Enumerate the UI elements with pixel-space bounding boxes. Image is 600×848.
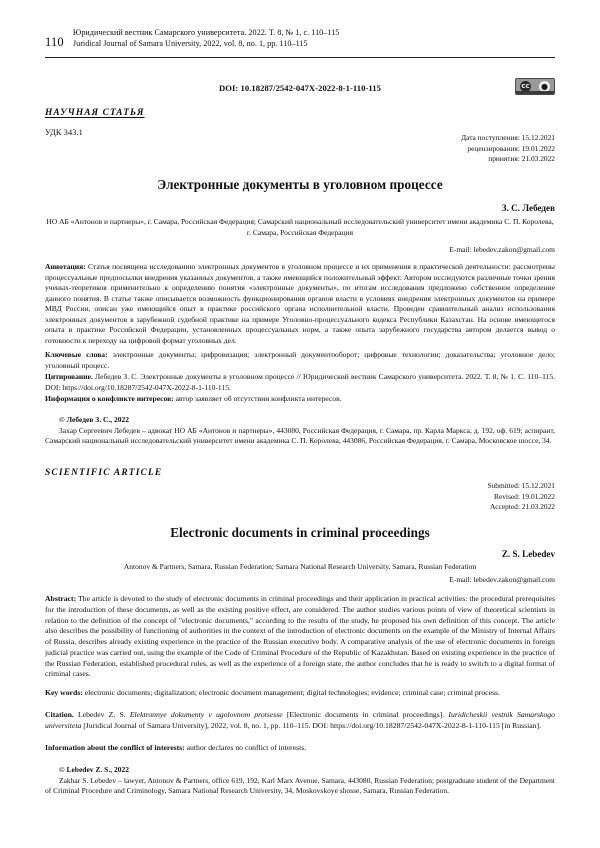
keywords-text-en: electronic documents; digitalization; electronic document management; digital technologies; evidence; criminal case; criminal process. xyxy=(82,688,500,697)
conflict-en xyxy=(45,743,555,754)
citation-en xyxy=(45,710,555,732)
date-revised-en: Revised: 19.01.2022 xyxy=(494,491,555,501)
abstract-ru xyxy=(45,262,555,347)
keywords-text-ru: электронные документы; цифровизация; электронный документооборот; цифровые технологии; доказательства; уголовное дело; уголовный процесс. xyxy=(45,350,555,370)
keywords-label-ru: Ключевые слова: xyxy=(45,350,108,359)
citation-pre-en: Lebedev Z. S. xyxy=(73,710,130,719)
copyright-block-ru xyxy=(45,415,555,447)
affiliation-ru: НО АБ «Антонов и партнеры», г. Самара, Российская Федерация; Самарский национальный исследовательский университет имени академика С. П. Королева, г. Самара, Российская Федерация xyxy=(46,217,554,237)
article-title-ru: Электронные документы в уголовном процессе xyxy=(157,177,443,192)
dates-ru xyxy=(45,133,555,165)
conflict-label-en: Information about the conflict of interests: xyxy=(45,743,185,752)
page-number: 110 xyxy=(45,34,64,49)
citation-mid-en: [Electronic documents in criminal proceedings]. xyxy=(282,710,449,719)
abstract-text-ru: Статья посвящена исследованию электронных документов в уголовном процессе и их применения в практической деятельности: рассмотрены процессуальные предпосылки внедрения указанных документов, а также имеющийся положительный эффект. Автором исследуются различные точки зрения ученых-теоретиков применительно к определению понятия «электронные документы», по итогам исследования предложено собственное определение данного понятия. В статье также описывается возможность функционирования органов власти в условиях внедрения электронных документов на примере МВД России, описан уже имеющийся опыт в практике российского органа исполнительной власти. Проведен сравнительный анализ использования электронных документов в зарубежной судебной практике на примере Уголовно-процессуального кодекса Республики Казахстан. На основе имеющегося опыта в практике Российской Федерации, установленных процессуальных норм, а также опыта зарубежного государства автором делается вывод о готовности к переходу на цифровой формат уголовных дел. xyxy=(45,262,555,345)
copyright-line-ru: © Лебедев З. С., 2022 xyxy=(59,415,130,424)
date-accepted-en: Accepted: 21.03.2022 xyxy=(489,502,555,512)
abstract-en xyxy=(45,594,555,680)
running-head xyxy=(45,28,555,50)
conflict-ru xyxy=(45,394,555,405)
citation-post-en: [Juridical Journal of Samara University], 2022, vol. 8, no. 1, pp. 110–115. DOI: https://doi.org/10.18287/2542-047X-2022-8-1-110-115 [in Russian]. xyxy=(81,720,541,730)
cc-badge-strip xyxy=(516,91,554,94)
citation-label-ru: Цитирование. xyxy=(45,372,93,381)
creative-commons-license-icon xyxy=(515,78,555,95)
copyright-line-en: © Lebedev Z. S., 2022 xyxy=(59,765,129,774)
section-kicker-ru: НАУЧНАЯ СТАТЬЯ xyxy=(45,108,145,118)
journal-reference-ru: Юридический вестник Самарского университета. 2022. Т. 8, № 1, с. 110–115 xyxy=(72,28,340,37)
udc-code: УДК 343.1 xyxy=(45,128,83,137)
affiliation-en: Antonov & Partners, Samara, Russian Federation; Samara National Research University, Samara, Russian Federation xyxy=(123,562,477,571)
dates-en xyxy=(45,481,555,513)
date-submitted-ru: Дата поступления: 15.12.2021 xyxy=(461,133,555,142)
citation-text-ru: Лебедев З. С. Электронные документы в уголовном процессе // Юридический вестник Самарского университета. 2022. Т. 8, № 1. С. 110–115. DOI: https://doi.org/10.18287/2542-047X-2022-8-1-110-115. xyxy=(45,372,555,392)
doi-row xyxy=(45,82,555,104)
abstract-label-ru: Аннотация: xyxy=(45,262,86,271)
date-submitted-en: Submitted: 15.12.2021 xyxy=(487,481,555,490)
cc-circle-icon: cc xyxy=(521,82,530,90)
author-email-en: E-mail: lebedev.zakon@gmail.com xyxy=(449,575,555,584)
doi-text: DOI: 10.18287/2542-047X-2022-8-1-110-115 xyxy=(219,83,381,93)
citation-journal-transliterated-en: Iuridicheskii vestnik Samarskogo universiteta xyxy=(45,710,555,730)
header-divider xyxy=(45,57,555,58)
date-revised-ru: рецензирования: 19.01.2022 xyxy=(467,143,555,153)
abstract-label-en: Abstract: xyxy=(45,594,77,603)
citation-ru xyxy=(45,372,555,393)
conflict-text-ru: автор заявляет об отсутствии конфликта интересов. xyxy=(173,394,342,403)
citation-label-en: Citation. xyxy=(45,710,74,719)
keywords-label-en: Key words: xyxy=(45,688,83,697)
journal-reference xyxy=(73,28,555,50)
citation-title-transliterated-en: Elektronnye dokumenty v ugolovnom protsesse xyxy=(129,710,283,719)
author-name-ru: З. С. Лебедев xyxy=(501,203,555,213)
journal-reference-en: Juridical Journal of Samara University, 2022, vol. 8, no. 1, pp. 110–115 xyxy=(72,38,308,48)
keywords-ru xyxy=(45,350,555,371)
date-accepted-ru: принятия: 21.03.2022 xyxy=(488,154,555,164)
abstract-text-en: The article is devoted to the study of electronic documents in criminal proceedings and their application in practical activities: the procedural prerequisites for the introduction of these documents, as well as the existing positive effect, are considered. The author studies various points of view of theoretical scientists in relation to the definition of the concept of "electronic documents," according to the results of the study, he proposed his own definition of this concept. The article also describes the possibility of functioning of authorities in the context of the introduction of electronic documents on the example of the Ministry of Internal Affairs of Russia, describes already existing experience in the practice of the Russian executive body. A comparative analysis of the use of electronic documents in foreign judicial practice was carried out, using the example of the Code of Criminal Procedure of the Republic of Kazakhstan. Based on existing experience in the practice of the Russian Federation, established procedural rules, as well as the experience of a foreign state, the author concludes that he is ready to switch to a digital format of criminal cases. xyxy=(45,594,555,679)
conflict-text-en: author declares no conflict of interests. xyxy=(184,743,307,752)
keywords-en xyxy=(45,688,555,699)
author-name-en: Z. S. Lebedev xyxy=(501,549,555,559)
article-title-en: Electronic documents in criminal proceedings xyxy=(170,525,430,540)
cc-by-person-icon: ● xyxy=(539,81,550,92)
author-bio-en: Zakhar S. Lebedev – lawyer, Antonov & Partners, office 619, 192, Karl Marx Avenue, Samara, 443080, Russian Federation; postgraduate student of the Department of Criminal Procedure and Criminology, Samara National Research University, 34, Moskovskoye shosse, Samara, Russian Federation. xyxy=(45,775,555,795)
conflict-label-ru: Информация о конфликте интересов: xyxy=(45,394,174,403)
author-bio-ru: Захар Сергеевич Лебедев – адвокат НО АБ «Антонов и партнеры», 443080, Российская Федерация, г. Самара, пр. Карла Маркса, д. 192, оф. 619; аспирант, Самарский национальный исследовательский университет имени академика С. П. Королева, 443086, Российская Федерация, г. Самара, Московское шоссе, 34. xyxy=(45,425,555,445)
section-kicker-en: SCIENTIFIC ARTICLE xyxy=(45,468,163,478)
copyright-block-en xyxy=(45,765,555,797)
author-email-ru: E-mail: lebedev.zakon@gmail.com xyxy=(449,245,555,254)
